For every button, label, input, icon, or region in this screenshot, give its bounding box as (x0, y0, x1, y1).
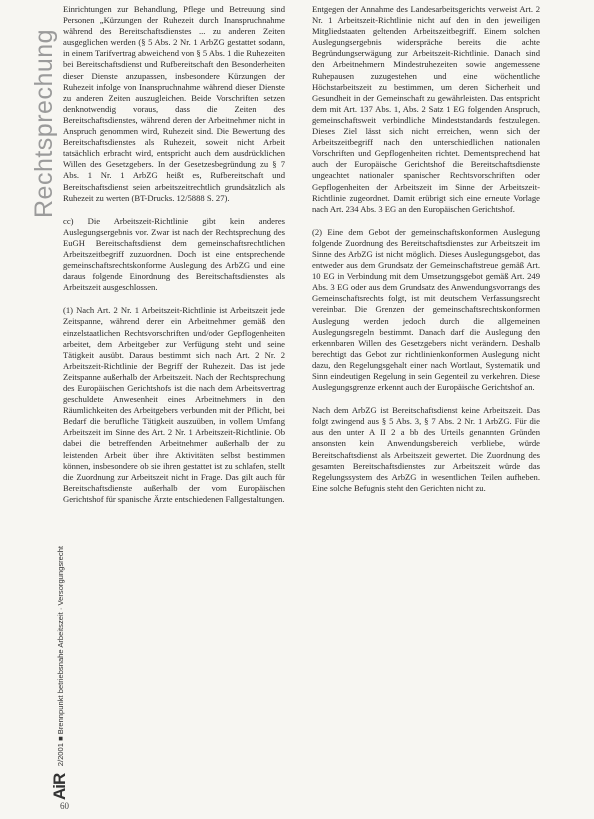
left-column (63, 4, 285, 517)
section-label: Rechtsprechung (30, 28, 58, 218)
left-paragraph-2: cc) Die Arbeitszeit-Richtlinie gibt kein anderes Auslegungsergebnis vor. Zwar ist nach der Rechtsprechung des EuGH Bereitschaftsdienst dem gemeinschaftsrechtlichen Arbeitszeitbegriff zuzuordnen. Doch ist eine entsprechende gemeinschaftsrechtskonforme Auslegung des ArbZG und eine daraus folgende Einordnung des Bereitschaftsdienstes als Arbeitszeit ausgeschlossen. (63, 215, 285, 293)
journal-logo: AiR (50, 773, 69, 800)
right-paragraph-2: (2) Eine dem Gebot der gemeinschaftskonformen Auslegung folgende Zuordnung des Bereitschaftsdienstes zur Arbeitszeit im Sinne des ArbZG ist nicht möglich. Dieses Auslegungsgebot, das entweder aus dem Grundsatz der Gemeinschaftstreue gemäß Art. 10 EG in Verbindung mit dem Umsetzungsgebot gemäß Art. 249 Abs. 3 EG oder aus dem Grundsatz des Anwendungsvorrangs des Gemeinschaftsrechts folgt, ist mit deutschem Verfassungsrecht vereinbar. Die Grenzen der gemeinschaftsrechtskonformen Auslegung werden jedoch durch die allgemeinen Auslegungsregeln bestimmt. Danach darf die Auslegung den erkennbaren Willen des Gesetzgebers nicht verändern. Deshalb berechtigt das Gebot zur richtlinienkonformen Auslegung nicht dazu, den Regelungsgehalt einer nach Wortlaut, Systematik und Sinn eindeutigen Regelung in sein Gegenteil zu verkehren. Diese Auslegungsgrenze erkennt auch der Europäische Gerichtshof an. (312, 226, 540, 393)
journal-meta: 2/2001 ■ Brennpunkt betriebsnahe Arbeitszeit · Versorgungsrecht (55, 545, 65, 767)
page-number: 60 (60, 801, 69, 811)
right-paragraph-1: Entgegen der Annahme des Landesarbeitsgerichts verweist Art. 2 Nr. 1 Arbeitszeit-Richtlinie nicht auf den in den jeweiligen Mitgliedstaaten geltenden Arbeitszeitbegriff. Einem solchen Auslegungsergebnis widerspräche bereits die achte Begründungserwägung zur Arbeitszeit-Richtlinie. Danach sind den Arbeitnehmern Mindestruhezeiten sowie angemessene Ruhepausen zuzugestehen und eine wöchentliche Höchstarbeitszeit zu bestimmen, um deren Sicherheit und Gesundheit in der Gemeinschaft zu gewährleisten. Das entspricht dem mit Art. 137 Abs. 1, Abs. 2 Satz 1 EG folgenden Anspruch, gemeinschaftsweit verbindliche Mindeststandards festzulegen. Dieses Ziel lässt sich nicht erreichen, wenn sich der Arbeitszeitbegriff nach den unterschiedlichen nationalen Vorschriften und Gepflogenheiten richtet. Dementsprechend hat auch der Europäische Gerichtshof die Bereitschaftsdienste ungeachtet nationaler spanischer Rechtsvorschriften oder Gepflogenheiten der Arbeitszeit im Sinne der Arbeitszeit-Richtlinie zugeordnet. Damit erübrigt sich eine erneute Vorlage nach Art. 234 Abs. 3 EG an den Europäischen Gerichtshof. (312, 4, 540, 214)
left-paragraph-3: (1) Nach Art. 2 Nr. 1 Arbeitszeit-Richtlinie ist Arbeitszeit jede Zeitspanne, während derer ein Arbeitnehmer gemäß den einzelstaatlichen Rechtsvorschriften und/oder Gepflogenheiten arbeitet, dem Arbeitgeber zur Verfügung steht und seine Tätigkeit ausübt. Daraus bestimmt sich nach Art. 2 Nr. 2 Arbeitszeit-Richtlinie der Begriff der Ruhezeit. Das ist jede Zeitspanne außerhalb der Arbeitszeit. Nach der Rechtsprechung des Europäischen Gerichtshofs ist die nach dem Arbeitsvertrag geschuldete Anwesenheit eines Arbeitnehmers in den Räumlichkeiten des Arbeitgebers verbunden mit der Pflicht, bei Bedarf die berufliche Tätigkeit auszuüben, in vollem Umfang Arbeitszeit im Sinne des Art. 2 Nr. 1 Arbeitszeit-Richtlinie. Ob dabei die betreffenden Arbeitnehmer außerhalb der zu leistenden Arbeit über ihre Aktivitäten selbst bestimmen können, insbesondere ob sie ihren gestattet ist zu schlafen, stellt die Zuordnung zur Arbeitszeit nicht in Frage. Das gilt auch für Bereitschaftsdienste außerhalb der vom Europäischen Gerichtshof für spanische Ärzte entschiedenen Fallgestaltungen. (63, 305, 285, 504)
journal-footer (50, 546, 70, 800)
right-column (312, 4, 540, 506)
left-paragraph-1: Einrichtungen zur Behandlung, Pflege und Betreuung sind Personen „Kürzungen der Ruhezeit durch Inanspruchnahme während des Bereitschaftsdienstes ... zu anderen Zeiten ausgeglichen werden (§ 5 Abs. 2 Nr. 1 ArbZG gestattet sodann, in einem Tarifvertrag abweichend von § 5 Abs. 1 die Ruhezeiten bei Bereitschaftsdienst und Rufbereitschaft den Besonderheiten dieser Dienste anzupassen, insbesondere Kürzungen der Ruhezeit infolge von Inanspruchnahme während dieser Dienste zu anderen Zeiten auszugleichen. Beide Vorschriften setzen denknotwendig voraus, dass die Zeiten des Bereitschaftsdienstes, während deren der Arbeitnehmer nicht in Anspruch genommen wird, Ruhezeit sind. Die Bewertung des Bereitschaftsdienstes als Ruhezeit, soweit nicht Arbeit tatsächlich erbracht wird, entspricht auch dem ausdrücklichen Willen des Gesetzgebers. In der Gesetzesbegründung zu § 7 Abs. 1 Nr. 1 ArbZG heißt es, Rufbereitschaft und Bereitschaftsdienst seien arbeitszeitrechtlich grundsätzlich als Ruhezeit zu werten (BT-Drucks. 12/5888 S. 27). (63, 4, 285, 203)
right-paragraph-3: Nach dem ArbZG ist Bereitschaftsdienst keine Arbeitszeit. Das folgt zwingend aus § 5 Abs. 3, § 7 Abs. 2 Nr. 1 ArbZG. Für die aus den unter A II 2 a bb des Urteils genannten Gründen ansonsten kein Anwendungsbereich verbliebe, würde Bereitschaftsdienst als Arbeitszeit gewertet. Die Zuordnung des gesamten Bereitschaftsdienstes zur Arbeitszeit würde das Regelungssystem des ArbZG in wesentlichen Teilen aufheben. Eine solche Befugnis steht den Gerichten nicht zu. (312, 405, 540, 493)
